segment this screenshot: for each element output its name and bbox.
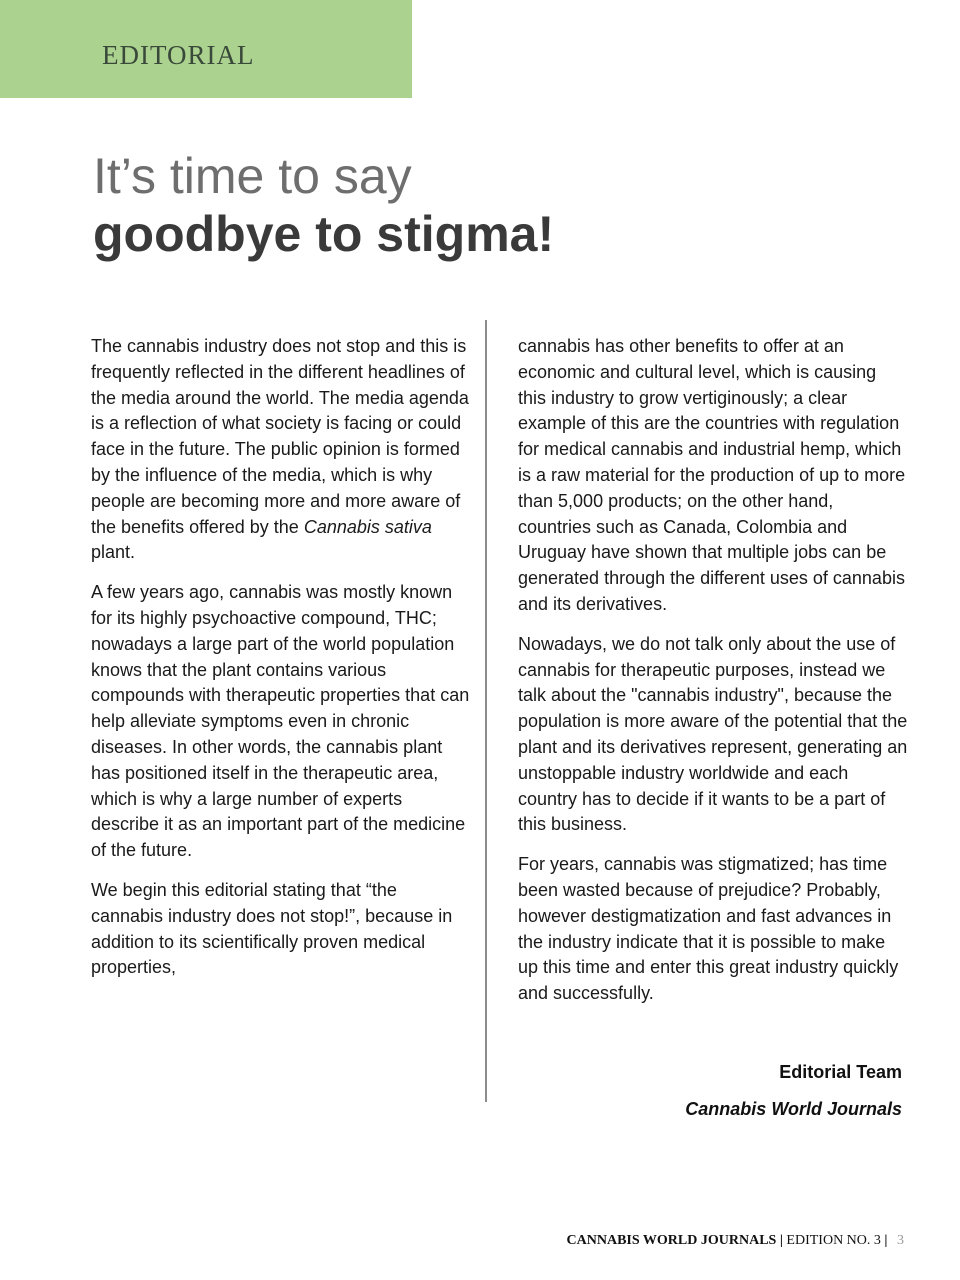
- species-name: Cannabis sativa: [303, 516, 432, 537]
- page-title: [93, 147, 554, 263]
- left-p1-end: plant.: [91, 542, 136, 563]
- title-line-1: It’s time to say: [93, 148, 412, 204]
- left-paragraph-2: A few years ago, cannabis was mostly known for its highly psychoactive compound, THC; nowadays a large part of the world population knows that the plant contains various compounds with therapeutic properties that can help alleviate symptoms even in chronic diseases. In other words, the cannabis plant has positioned itself in the therapeutic area, which is why a large number of experts describe it as an important part of the medicine of the future.: [91, 582, 470, 861]
- left-p1-text: The cannabis industry does not stop and this is frequently reflected in the different headlines of the media around the world. The media agenda is a reflection of what society is facing or could face in the future. The public opinion is formed by the influence of the media, which is why people are becoming more and more aware of the benefits offered by the: [91, 336, 469, 537]
- signature-journal: Cannabis World Journals: [685, 1099, 902, 1119]
- right-column: [518, 334, 908, 1021]
- section-label: EDITORIAL: [102, 40, 255, 70]
- footer-brand: CANNABIS WORLD JOURNALS: [566, 1233, 777, 1248]
- title-line-2: goodbye to stigma!: [93, 206, 555, 262]
- column-divider: [485, 320, 487, 1102]
- right-paragraph-1: cannabis has other benefits to offer at an economic and cultural level, which is causing this industry to grow vertiginously; a clear example of this are the countries with regulation for medical cannabis and industrial hemp, which is a raw material for the production of up to more than 5,000 products; on the other hand, countries such as Canada, Colombia and Uruguay have shown that multiple jobs can be generated through the different uses of cannabis and its derivatives.: [518, 336, 906, 614]
- left-paragraph-1: [91, 334, 471, 566]
- footer-separator: |: [884, 1233, 888, 1248]
- section-banner: [0, 0, 412, 98]
- page-number: 3: [897, 1233, 904, 1248]
- left-column: [91, 334, 471, 995]
- right-paragraph-2: Nowadays, we do not talk only about the use of cannabis for therapeutic purposes, instead we talk about the "cannabis industry", because the population is more aware of the potential that the plant and its derivatives represent, generating an unstoppable industry worldwide and each country has to decide if it wants to be a part of this business.: [518, 633, 908, 835]
- footer-edition: EDITION NO. 3: [786, 1233, 881, 1248]
- footer-separator: |: [779, 1233, 783, 1248]
- right-paragraph-3: For years, cannabis was stigmatized; has time been wasted because of prejudice? Probably, however destigmatization and fast advances in the industry indicate that it is possible to make up this time and enter this great industry quickly and successfully.: [518, 854, 899, 1004]
- left-paragraph-3: We begin this editorial stating that “the cannabis industry does not stop!”, because in addition to its scientifically proven medical properties,: [91, 879, 453, 978]
- page-footer: [567, 1233, 904, 1249]
- signature-team: Editorial Team: [779, 1062, 902, 1082]
